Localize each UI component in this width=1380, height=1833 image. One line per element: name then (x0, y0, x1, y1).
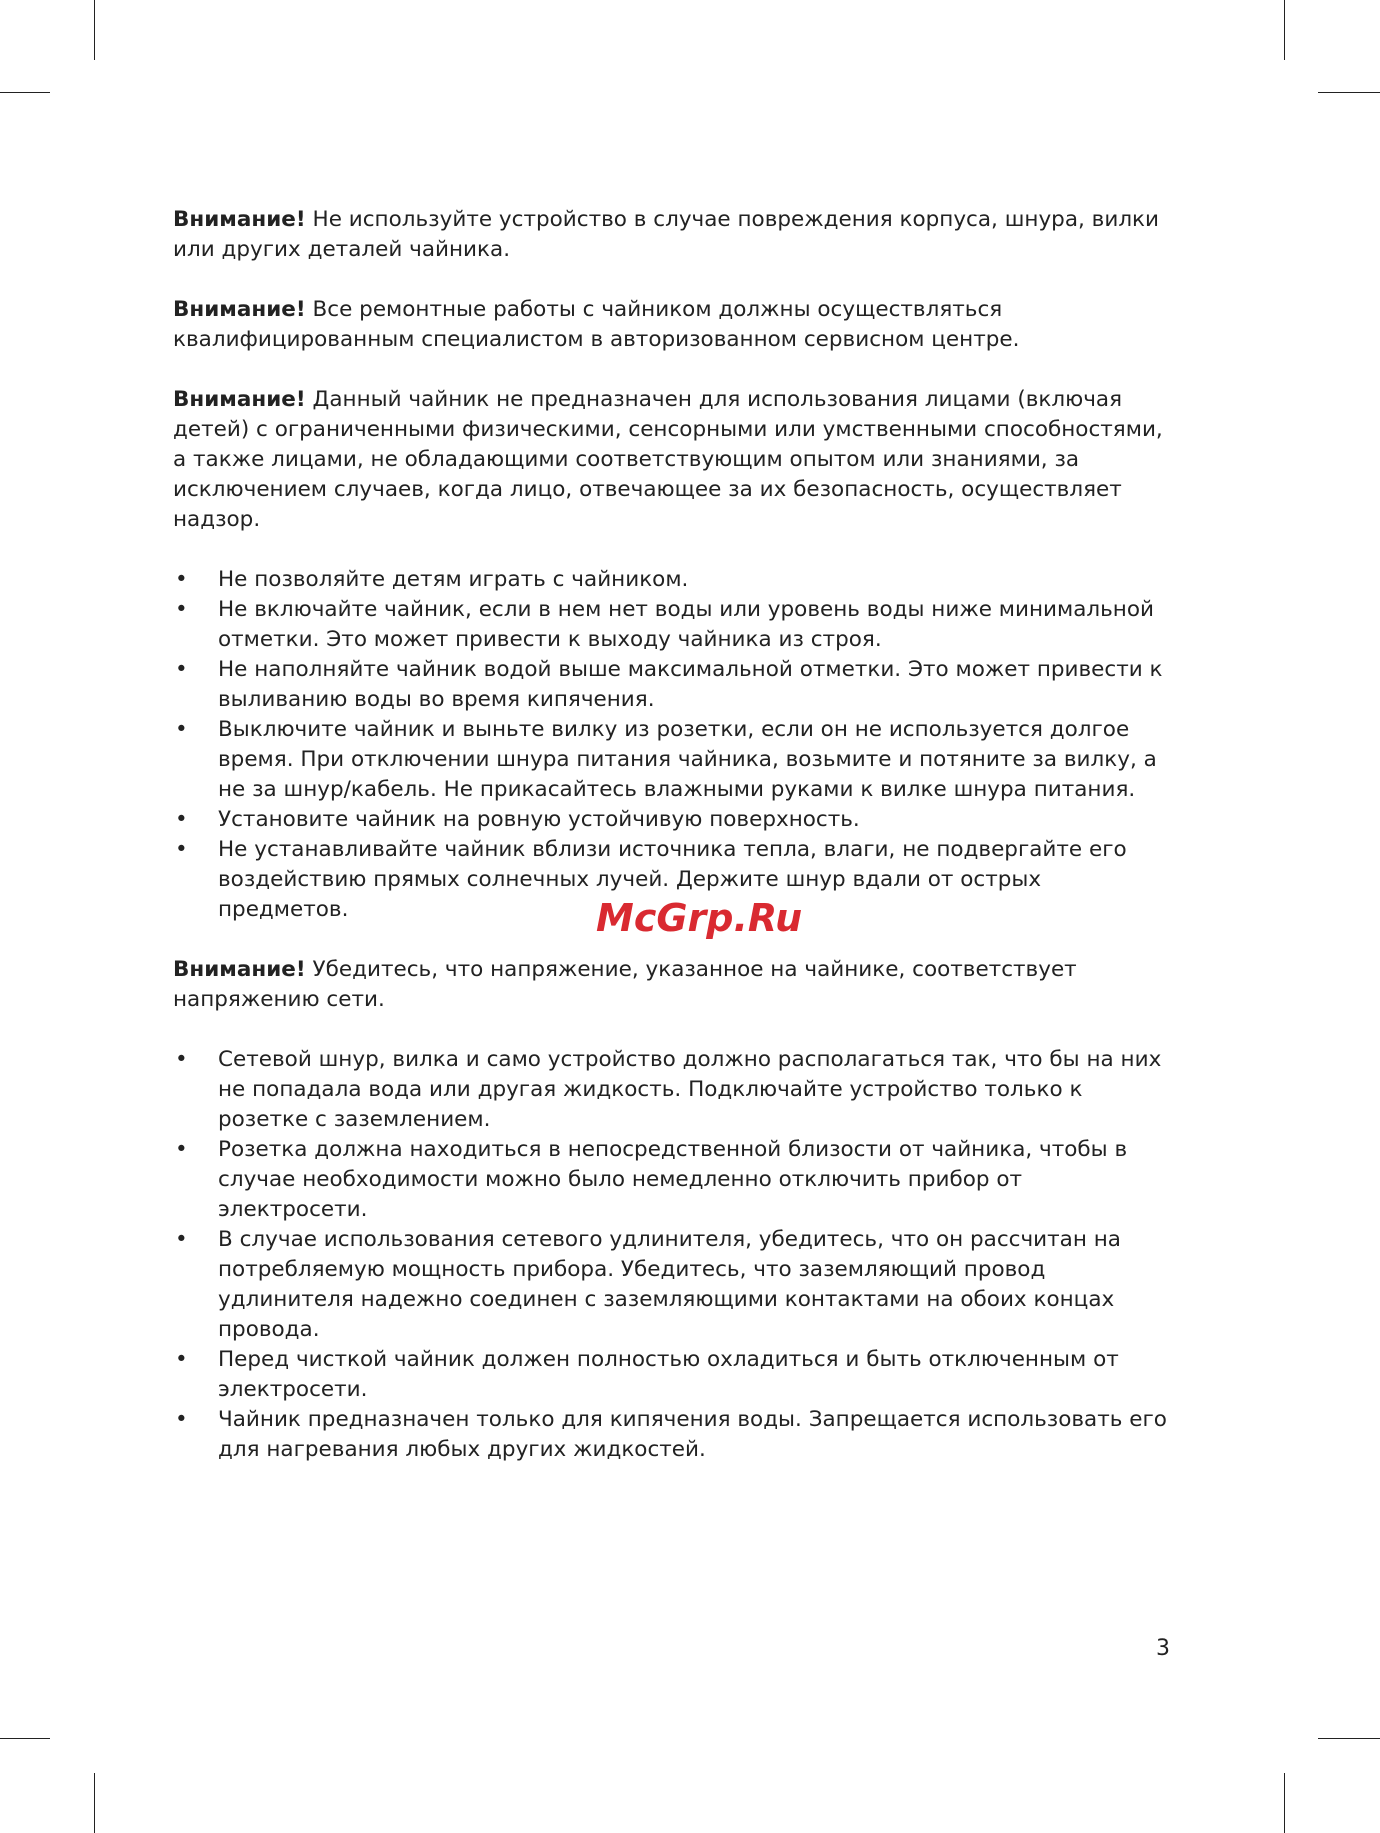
list-item (173, 655, 1173, 715)
crop-mark-top-left (94, 0, 95, 60)
list-item-text: Розетка должна находиться в непосредственной близости от чайника, чтобы в случае необходимости можно было немедленно отключить прибор от электросети. (218, 1137, 1128, 1222)
bullet-icon: • (175, 807, 188, 832)
page-content (173, 205, 1173, 1495)
bullet-icon: • (175, 567, 188, 592)
warning-paragraph-persons (173, 385, 1173, 535)
bullet-icon: • (175, 1347, 188, 1372)
warning-text: Данный чайник не предназначен для использования лицами (включая детей) с ограниченными физическими, сенсорными или умственными способностями, а также лицами, не обладающими соответствующим опытом или знаниями, за исключением случаев, когда лицо, отвечающее за их безопасность, осуществляет надзор. (173, 387, 1163, 532)
bullet-icon: • (175, 597, 188, 622)
warning-text: Убедитесь, что напряжение, указанное на чайнике, соответствует напряжению сети. (173, 957, 1077, 1012)
list-item (173, 595, 1173, 655)
warning-label: Внимание! (173, 207, 306, 232)
list-item-text: Установите чайник на ровную устойчивую поверхность. (218, 807, 860, 832)
list-item-text: Чайник предназначен только для кипячения воды. Запрещается использовать его для нагревания любых других жидкостей. (218, 1407, 1167, 1462)
warning-paragraph-voltage (173, 955, 1173, 1015)
list-item-text: В случае использования сетевого удлинителя, убедитесь, что он рассчитан на потребляемую мощность прибора. Убедитесь, что заземляющий провод удлинителя надежно соединен с заземляющими контактами на обоих концах провода. (218, 1227, 1121, 1342)
watermark: McGrp.Ru (596, 896, 803, 940)
list-item-text: Не позволяйте детям играть с чайником. (218, 567, 689, 592)
bullet-icon: • (175, 717, 188, 742)
crop-mark-top-right-h (1318, 92, 1380, 93)
crop-mark-bottom-left-h (0, 1738, 50, 1739)
crop-mark-top-left-h (0, 92, 50, 93)
list-item-text: Не наполняйте чайник водой выше максимальной отметки. Это может привести к выливанию воды во время кипячения. (218, 657, 1163, 712)
list-item (173, 805, 1173, 835)
bullet-icon: • (175, 1407, 188, 1432)
bullet-icon: • (175, 1137, 188, 1162)
warning-paragraph-repair (173, 295, 1173, 355)
page-number: 3 (1156, 1636, 1170, 1661)
list-item (173, 715, 1173, 805)
safety-bullet-list-2 (173, 1045, 1173, 1465)
crop-mark-bottom-left (94, 1773, 95, 1833)
list-item-text: Перед чисткой чайник должен полностью охладиться и быть отключенным от электросети. (218, 1347, 1119, 1402)
list-item (173, 1405, 1173, 1465)
list-item-text: Не включайте чайник, если в нем нет воды или уровень воды ниже минимальной отметки. Это может привести к выходу чайника из строя. (218, 597, 1154, 652)
warning-label: Внимание! (173, 387, 306, 412)
bullet-icon: • (175, 1227, 188, 1252)
warning-paragraph-damage (173, 205, 1173, 265)
list-item (173, 1135, 1173, 1225)
list-item-text: Не устанавливайте чайник вблизи источника тепла, влаги, не подвергайте его воздействию прямых солнечных лучей. Держите шнур вдали от острых предметов. (218, 837, 1127, 922)
warning-text: Не используйте устройство в случае повреждения корпуса, шнура, вилки или других деталей чайника. (173, 207, 1160, 262)
warning-text: Все ремонтные работы с чайником должны осуществляться квалифицированным специалистом в авторизованном сервисном центре. (173, 297, 1020, 352)
crop-mark-top-right (1284, 0, 1285, 60)
list-item-text: Выключите чайник и выньте вилку из розетки, если он не используется долгое время. При отключении шнура питания чайника, возьмите и потяните за вилку, а не за шнур/кабель. Не прикасайтесь влажными руками к вилке шнура питания. (218, 717, 1157, 802)
list-item (173, 565, 1173, 595)
list-item (173, 1045, 1173, 1135)
list-item-text: Сетевой шнур, вилка и само устройство должно располагаться так, что бы на них не попадала вода или другая жидкость. Подключайте устройство только к розетке с заземлением. (218, 1047, 1162, 1132)
list-item (173, 1225, 1173, 1345)
list-item (173, 1345, 1173, 1405)
safety-bullet-list-1 (173, 565, 1173, 925)
warning-label: Внимание! (173, 957, 306, 982)
bullet-icon: • (175, 657, 188, 682)
crop-mark-bottom-right-h (1318, 1738, 1380, 1739)
bullet-icon: • (175, 1047, 188, 1072)
crop-mark-bottom-right (1284, 1773, 1285, 1833)
bullet-icon: • (175, 837, 188, 862)
warning-label: Внимание! (173, 297, 306, 322)
